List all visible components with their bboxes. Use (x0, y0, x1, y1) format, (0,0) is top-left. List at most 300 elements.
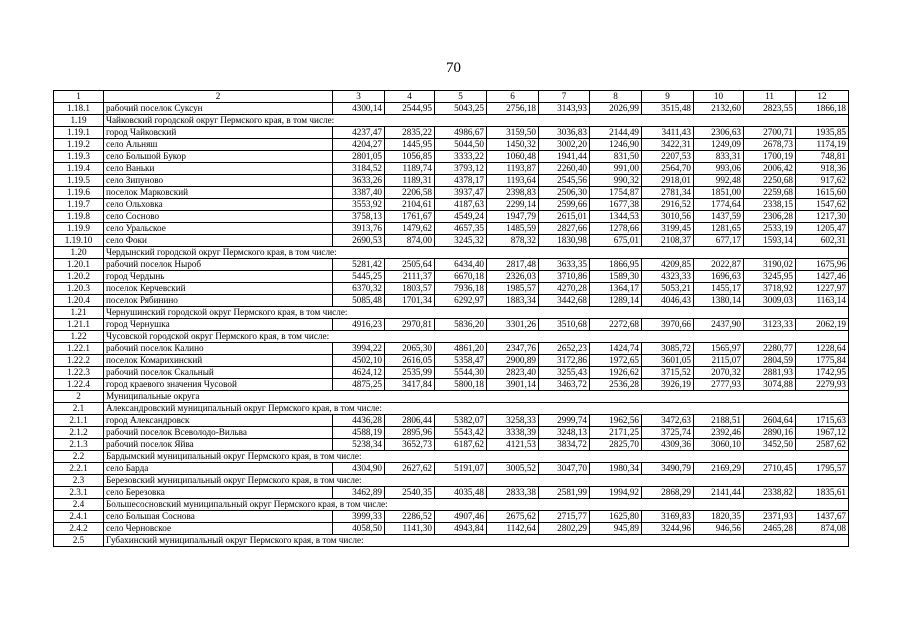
value-cell: 1701,34 (385, 295, 435, 307)
value-cell: 2918,01 (642, 175, 694, 187)
value-cell: 4309,36 (642, 439, 694, 451)
value-cell: 2111,37 (385, 271, 435, 283)
row-code: 2 (54, 391, 104, 403)
table-row (54, 223, 849, 235)
value-cell: 917,62 (796, 175, 849, 187)
value-cell: 3301,26 (487, 319, 539, 331)
value-cell: 4943,84 (435, 523, 487, 535)
value-cell: 3245,95 (744, 271, 796, 283)
value-cell: 602,31 (796, 235, 849, 247)
row-name: город Чайковский (104, 127, 333, 139)
value-cell: 990,32 (590, 175, 642, 187)
table-row (54, 475, 849, 487)
value-cell: 1060,48 (487, 151, 539, 163)
row-code: 1.19.10 (54, 235, 104, 247)
value-cell: 1193,64 (487, 175, 539, 187)
value-cell: 2970,81 (385, 319, 435, 331)
table-row (54, 319, 849, 331)
value-cell: 1437,59 (694, 211, 744, 223)
row-code: 1.20.2 (54, 271, 104, 283)
row-name: поселок Керчевский (104, 283, 333, 295)
value-cell: 5238,34 (333, 439, 385, 451)
value-cell: 3970,66 (642, 319, 694, 331)
value-cell: 2250,68 (744, 175, 796, 187)
row-name: село Барда (104, 463, 333, 475)
value-cell: 4549,24 (435, 211, 487, 223)
value-cell: 2690,53 (333, 235, 385, 247)
row-name: село Зипуново (104, 175, 333, 187)
value-cell: 3718,92 (744, 283, 796, 295)
value-cell: 1947,79 (487, 211, 539, 223)
value-cell: 2280,77 (744, 343, 796, 355)
value-cell: 3553,92 (333, 199, 385, 211)
row-code: 1.19.2 (54, 139, 104, 151)
value-cell: 2115,07 (694, 355, 744, 367)
value-cell: 4657,35 (435, 223, 487, 235)
value-cell: 3244,96 (642, 523, 694, 535)
value-cell: 2169,29 (694, 463, 744, 475)
row-code: 2.4.2 (54, 523, 104, 535)
value-cell: 2188,51 (694, 415, 744, 427)
row-code: 1.19.9 (54, 223, 104, 235)
value-cell: 1967,12 (796, 427, 849, 439)
value-cell: 2505,64 (385, 259, 435, 271)
value-cell: 3715,52 (642, 367, 694, 379)
value-cell: 3901,14 (487, 379, 539, 391)
value-cell: 2437,90 (694, 319, 744, 331)
value-cell: 1217,30 (796, 211, 849, 223)
value-cell: 4436,28 (333, 415, 385, 427)
row-code: 1.19.3 (54, 151, 104, 163)
row-code: 1.20.3 (54, 283, 104, 295)
value-cell: 1380,14 (694, 295, 744, 307)
value-cell: 2347,76 (487, 343, 539, 355)
value-cell: 2279,93 (796, 379, 849, 391)
value-cell: 992,48 (694, 175, 744, 187)
value-cell: 3937,47 (435, 187, 487, 199)
row-code: 1.19.5 (54, 175, 104, 187)
value-cell: 2022,87 (694, 259, 744, 271)
table-row (54, 187, 849, 199)
row-name: рабочий поселок Яйва (104, 439, 333, 451)
value-cell: 2804,59 (744, 355, 796, 367)
value-cell: 2817,48 (487, 259, 539, 271)
section-title: Губахинский муниципальный округ Пермского края, в том числе: (104, 535, 849, 547)
table-row (54, 295, 849, 307)
row-name: поселок Марковский (104, 187, 333, 199)
value-cell: 5445,25 (333, 271, 385, 283)
value-cell: 1547,62 (796, 199, 849, 211)
value-cell: 1715,63 (796, 415, 849, 427)
value-cell: 677,17 (694, 235, 744, 247)
row-name: поселок Комарихинский (104, 355, 333, 367)
value-cell: 1485,59 (487, 223, 539, 235)
value-cell: 2535,99 (385, 367, 435, 379)
value-cell: 2299,14 (487, 199, 539, 211)
row-name: город Александровск (104, 415, 333, 427)
row-code: 1.22.1 (54, 343, 104, 355)
row-name: рабочий поселок Калино (104, 343, 333, 355)
value-cell: 1926,62 (590, 367, 642, 379)
value-cell: 3442,68 (539, 295, 590, 307)
value-cell: 2900,89 (487, 355, 539, 367)
value-cell: 3169,83 (642, 511, 694, 523)
value-cell: 3462,89 (333, 487, 385, 499)
value-cell: 2777,93 (694, 379, 744, 391)
value-cell: 5544,30 (435, 367, 487, 379)
row-name: рабочий поселок Суксун (104, 103, 333, 115)
value-cell: 2881,93 (744, 367, 796, 379)
value-cell: 1803,57 (385, 283, 435, 295)
value-cell: 2286,52 (385, 511, 435, 523)
value-cell: 2392,46 (694, 427, 744, 439)
value-cell: 5800,18 (435, 379, 487, 391)
table-row (54, 427, 849, 439)
table-row (54, 451, 849, 463)
section-title: Александровский муниципальный округ Пермского края, в том числе: (104, 403, 849, 415)
value-cell: 3652,73 (385, 439, 435, 451)
value-cell: 1761,67 (385, 211, 435, 223)
row-name: село Большая Соснова (104, 511, 333, 523)
row-code: 1.22.2 (54, 355, 104, 367)
row-code: 2.3 (54, 475, 104, 487)
row-name: село Альняш (104, 139, 333, 151)
value-cell: 2710,45 (744, 463, 796, 475)
value-cell: 2564,70 (642, 163, 694, 175)
table-row (54, 283, 849, 295)
value-cell: 3159,50 (487, 127, 539, 139)
value-cell: 2827,66 (539, 223, 590, 235)
value-cell: 1775,84 (796, 355, 849, 367)
value-cell: 1189,74 (385, 163, 435, 175)
column-header: 7 (539, 91, 590, 103)
value-cell: 1479,62 (385, 223, 435, 235)
row-name: село Большой Букор (104, 151, 333, 163)
value-cell: 4624,12 (333, 367, 385, 379)
row-code: 1.18.1 (54, 103, 104, 115)
value-cell: 2171,25 (590, 427, 642, 439)
value-cell: 1972,65 (590, 355, 642, 367)
value-cell: 3913,76 (333, 223, 385, 235)
row-name: город Чернушка (104, 319, 333, 331)
value-cell: 1835,61 (796, 487, 849, 499)
row-code: 1.22 (54, 331, 104, 343)
value-cell: 2206,58 (385, 187, 435, 199)
header-row (54, 91, 849, 103)
row-code: 1.22.3 (54, 367, 104, 379)
value-cell: 2398,83 (487, 187, 539, 199)
value-cell: 1205,47 (796, 223, 849, 235)
value-cell: 5543,42 (435, 427, 487, 439)
table-row (54, 343, 849, 355)
table-row (54, 463, 849, 475)
value-cell: 748,81 (796, 151, 849, 163)
value-cell: 2895,96 (385, 427, 435, 439)
value-cell: 993,06 (694, 163, 744, 175)
value-cell: 3601,05 (642, 355, 694, 367)
row-code: 2.3.1 (54, 487, 104, 499)
value-cell: 2916,52 (642, 199, 694, 211)
row-name: город Чердынь (104, 271, 333, 283)
value-cell: 5085,48 (333, 295, 385, 307)
value-cell: 4502,10 (333, 355, 385, 367)
value-cell: 3633,35 (539, 259, 590, 271)
column-header: 3 (333, 91, 385, 103)
value-cell: 3463,72 (539, 379, 590, 391)
value-cell: 2999,74 (539, 415, 590, 427)
value-cell: 3184,52 (333, 163, 385, 175)
value-cell: 4588,19 (333, 427, 385, 439)
value-cell: 3074,88 (744, 379, 796, 391)
value-cell: 1795,57 (796, 463, 849, 475)
table-row (54, 487, 849, 499)
value-cell: 5358,47 (435, 355, 487, 367)
value-cell: 3010,56 (642, 211, 694, 223)
row-code: 1.20 (54, 247, 104, 259)
table-body (54, 103, 849, 547)
value-cell: 1980,34 (590, 463, 642, 475)
value-cell: 2652,23 (539, 343, 590, 355)
value-cell: 4861,20 (435, 343, 487, 355)
value-cell: 4187,63 (435, 199, 487, 211)
table-row (54, 271, 849, 283)
value-cell: 2338,82 (744, 487, 796, 499)
row-code: 1.21.1 (54, 319, 104, 331)
value-cell: 2132,60 (694, 103, 744, 115)
value-cell: 2581,99 (539, 487, 590, 499)
value-cell: 1935,85 (796, 127, 849, 139)
table-row (54, 115, 849, 127)
row-name: село Уральское (104, 223, 333, 235)
row-code: 2.2.1 (54, 463, 104, 475)
value-cell: 2465,28 (744, 523, 796, 535)
value-cell: 6434,40 (435, 259, 487, 271)
value-cell: 2604,64 (744, 415, 796, 427)
value-cell: 3060,10 (694, 439, 744, 451)
value-cell: 675,01 (590, 235, 642, 247)
column-header: 5 (435, 91, 487, 103)
row-code: 2.4 (54, 499, 104, 511)
value-cell: 3333,22 (435, 151, 487, 163)
table-row (54, 139, 849, 151)
value-cell: 3258,33 (487, 415, 539, 427)
table-row (54, 439, 849, 451)
value-cell: 5044,50 (435, 139, 487, 151)
value-cell: 1189,31 (385, 175, 435, 187)
row-code: 2.5 (54, 535, 104, 547)
value-cell: 3047,70 (539, 463, 590, 475)
table-row (54, 127, 849, 139)
table-row (54, 379, 849, 391)
column-header: 1 (54, 91, 104, 103)
value-cell: 5836,20 (435, 319, 487, 331)
value-cell: 2616,05 (385, 355, 435, 367)
table-row (54, 247, 849, 259)
value-cell: 1851,00 (694, 187, 744, 199)
value-cell: 1774,64 (694, 199, 744, 211)
value-cell: 2506,30 (539, 187, 590, 199)
value-cell: 3172,86 (539, 355, 590, 367)
section-title: Чердынский городской округ Пермского края, в том числе: (104, 247, 849, 259)
value-cell: 1593,14 (744, 235, 796, 247)
row-code: 2.1.3 (54, 439, 104, 451)
value-cell: 1677,38 (590, 199, 642, 211)
value-cell: 1281,65 (694, 223, 744, 235)
section-title: Большесосновский муниципальный округ Пермского края, в том числе: (104, 499, 849, 511)
value-cell: 6370,32 (333, 283, 385, 295)
value-cell: 3002,20 (539, 139, 590, 151)
value-cell: 3387,40 (333, 187, 385, 199)
value-cell: 1249,09 (694, 139, 744, 151)
row-code: 1.19.7 (54, 199, 104, 211)
value-cell: 3190,02 (744, 259, 796, 271)
value-cell: 1344,53 (590, 211, 642, 223)
row-code: 1.19.1 (54, 127, 104, 139)
value-cell: 2062,19 (796, 319, 849, 331)
value-cell: 2108,37 (642, 235, 694, 247)
value-cell: 1427,46 (796, 271, 849, 283)
value-cell: 2781,34 (642, 187, 694, 199)
value-cell: 1883,34 (487, 295, 539, 307)
value-cell: 945,89 (590, 523, 642, 535)
value-cell: 3143,93 (539, 103, 590, 115)
value-cell: 3452,50 (744, 439, 796, 451)
value-cell: 3036,83 (539, 127, 590, 139)
value-cell: 991,00 (590, 163, 642, 175)
value-cell: 3710,86 (539, 271, 590, 283)
value-cell: 2371,93 (744, 511, 796, 523)
row-code: 1.20.1 (54, 259, 104, 271)
value-cell: 2544,95 (385, 103, 435, 115)
value-cell: 3472,63 (642, 415, 694, 427)
row-code: 2.1.1 (54, 415, 104, 427)
row-code: 2.2 (54, 451, 104, 463)
value-cell: 2835,22 (385, 127, 435, 139)
value-cell: 1866,18 (796, 103, 849, 115)
value-cell: 2260,40 (539, 163, 590, 175)
value-cell: 3123,33 (744, 319, 796, 331)
value-cell: 6292,97 (435, 295, 487, 307)
value-cell: 4304,90 (333, 463, 385, 475)
value-cell: 3005,52 (487, 463, 539, 475)
value-cell: 2868,29 (642, 487, 694, 499)
value-cell: 1589,30 (590, 271, 642, 283)
column-header: 2 (104, 91, 333, 103)
value-cell: 2587,62 (796, 439, 849, 451)
value-cell: 2545,56 (539, 175, 590, 187)
value-cell: 2006,42 (744, 163, 796, 175)
value-cell: 1141,30 (385, 523, 435, 535)
value-cell: 946,56 (694, 523, 744, 535)
row-name: рабочий поселок Ныроб (104, 259, 333, 271)
column-header: 9 (642, 91, 694, 103)
row-name: село Черновское (104, 523, 333, 535)
value-cell: 3411,43 (642, 127, 694, 139)
value-cell: 1985,57 (487, 283, 539, 295)
row-code: 1.22.4 (54, 379, 104, 391)
value-cell: 3085,72 (642, 343, 694, 355)
value-cell: 4121,53 (487, 439, 539, 451)
value-cell: 2104,61 (385, 199, 435, 211)
value-cell: 1445,95 (385, 139, 435, 151)
value-cell: 1246,90 (590, 139, 642, 151)
row-name: рабочий поселок Скальный (104, 367, 333, 379)
section-title: Бардымский муниципальный округ Пермского края, в том числе: (104, 451, 849, 463)
value-cell: 2825,70 (590, 439, 642, 451)
value-cell: 5191,07 (435, 463, 487, 475)
value-cell: 6187,62 (435, 439, 487, 451)
table-row (54, 235, 849, 247)
value-cell: 4209,85 (642, 259, 694, 271)
value-cell: 1056,85 (385, 151, 435, 163)
value-cell: 2678,73 (744, 139, 796, 151)
value-cell: 5053,21 (642, 283, 694, 295)
page-number: 70 (446, 60, 461, 76)
table-row (54, 307, 849, 319)
value-cell: 2533,19 (744, 223, 796, 235)
value-cell: 3248,13 (539, 427, 590, 439)
column-header: 8 (590, 91, 642, 103)
value-cell: 2306,63 (694, 127, 744, 139)
value-cell: 2144,49 (590, 127, 642, 139)
table-row (54, 175, 849, 187)
table-row (54, 355, 849, 367)
value-cell: 2801,05 (333, 151, 385, 163)
table-row (54, 391, 849, 403)
value-cell: 1615,60 (796, 187, 849, 199)
section-title: Чернушинский городской округ Пермского края, в том числе: (104, 307, 849, 319)
table-row (54, 259, 849, 271)
row-name: село Ольховка (104, 199, 333, 211)
section-title: Чусовской городской округ Пермского края, в том числе: (104, 331, 849, 343)
value-cell: 918,36 (796, 163, 849, 175)
value-cell: 2823,40 (487, 367, 539, 379)
table-row (54, 415, 849, 427)
value-cell: 1625,80 (590, 511, 642, 523)
value-cell: 1364,17 (590, 283, 642, 295)
table-row (54, 367, 849, 379)
value-cell: 4204,27 (333, 139, 385, 151)
row-code: 1.21 (54, 307, 104, 319)
value-cell: 3199,45 (642, 223, 694, 235)
column-header: 11 (744, 91, 796, 103)
value-cell: 3725,74 (642, 427, 694, 439)
value-cell: 1962,56 (590, 415, 642, 427)
value-cell: 2272,68 (590, 319, 642, 331)
column-header: 12 (796, 91, 849, 103)
value-cell: 1437,67 (796, 511, 849, 523)
value-cell: 1700,19 (744, 151, 796, 163)
table-row (54, 403, 849, 415)
value-cell: 2070,32 (694, 367, 744, 379)
row-code: 1.19.8 (54, 211, 104, 223)
column-header: 6 (487, 91, 539, 103)
value-cell: 1754,87 (590, 187, 642, 199)
value-cell: 2306,28 (744, 211, 796, 223)
row-code: 1.19.6 (54, 187, 104, 199)
value-cell: 4237,47 (333, 127, 385, 139)
value-cell: 3793,12 (435, 163, 487, 175)
value-cell: 1820,35 (694, 511, 744, 523)
row-name: поселок Рябинино (104, 295, 333, 307)
value-cell: 4300,14 (333, 103, 385, 115)
value-cell: 1696,63 (694, 271, 744, 283)
value-cell: 3994,22 (333, 343, 385, 355)
value-cell: 2756,18 (487, 103, 539, 115)
value-cell: 2806,44 (385, 415, 435, 427)
value-cell: 5382,07 (435, 415, 487, 427)
row-name: село Ваньки (104, 163, 333, 175)
